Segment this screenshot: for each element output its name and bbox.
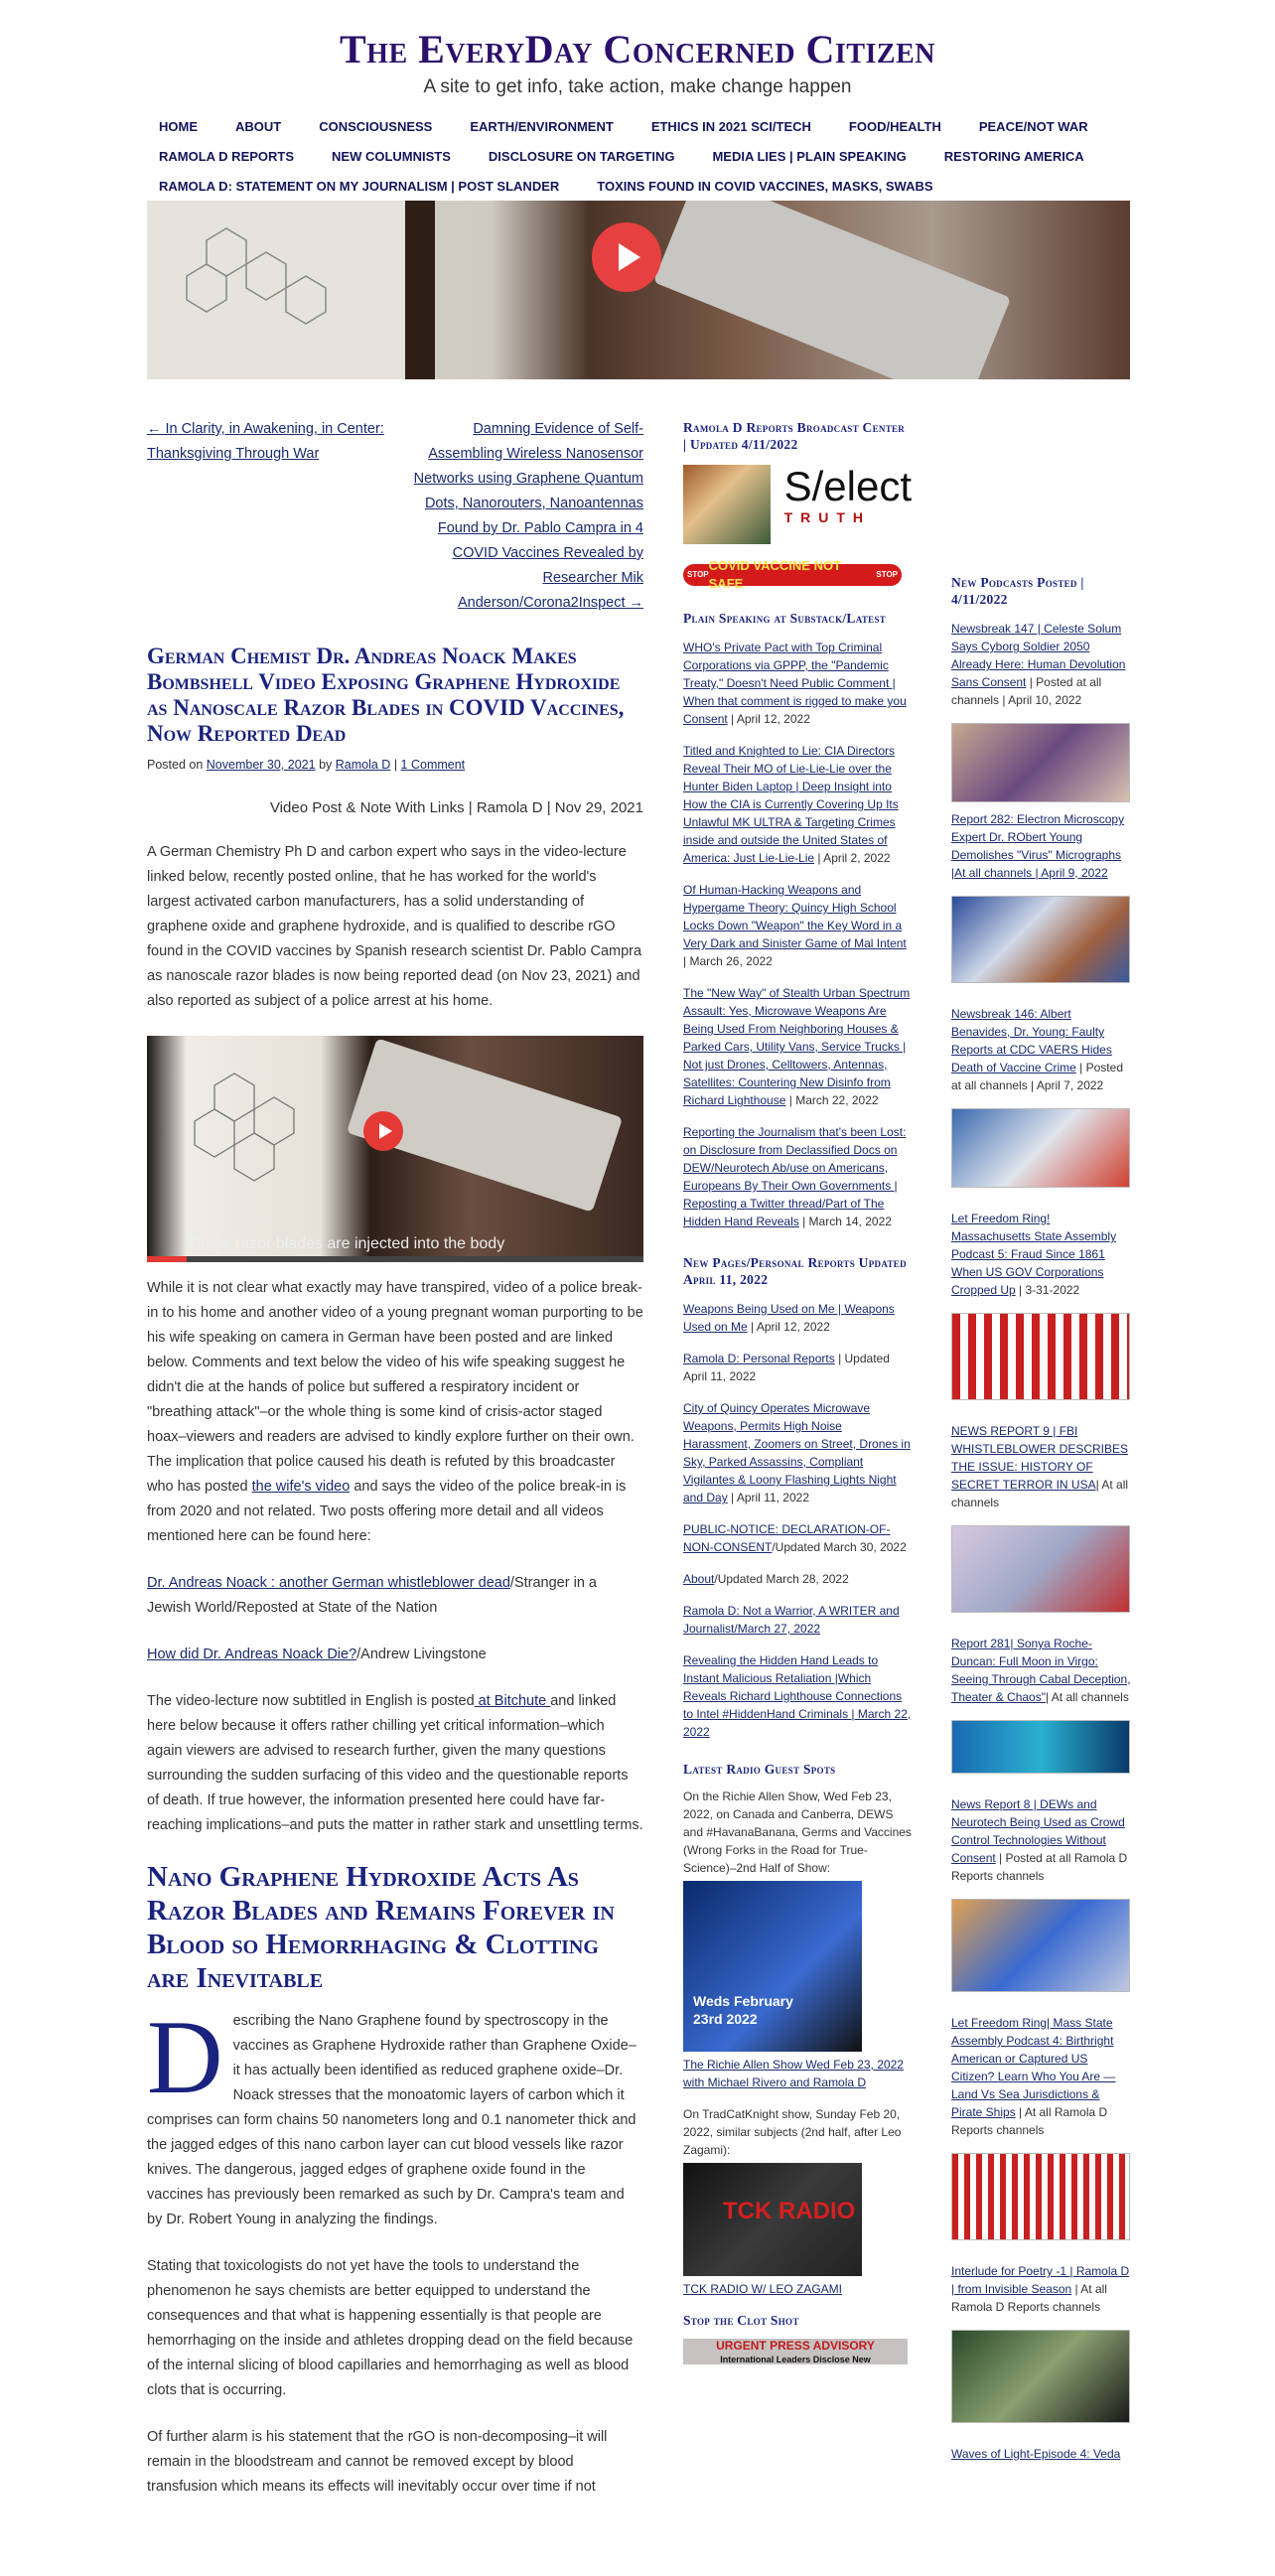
list-item [683, 1399, 912, 1506]
page-link[interactable]: Weapons Being Used on Me | Weapons Used on Me [683, 1302, 895, 1334]
richie-allen-show-link[interactable]: The Richie Allen Show Wed Feb 23, 2022 with Michael Rivero and Ramola D [683, 2058, 904, 2089]
podcasts-heading: New Podcasts Posted | 4/11/2022 [951, 575, 1084, 607]
press-advisory-title: URGENT PRESS ADVISORY [716, 2339, 875, 2353]
nav-item-ethics[interactable]: ETHICS IN 2021 SCI/TECH [650, 118, 811, 134]
list-item [683, 1300, 912, 1336]
header-video-banner[interactable] [147, 201, 1130, 379]
broadcast-center-thumbnail[interactable] [683, 465, 771, 544]
post-date: | April 12, 2022 [727, 712, 810, 726]
podcast-thumbnail[interactable] [951, 1525, 1130, 1613]
radio-description: On the Richie Allen Show, Wed Feb 23, 2022, on Canada and Canberra, DEWS and #HavanaBanana, Germs and Vaccines (Wrong Forks in the Road for True-Science)–2nd Half of Show: [683, 1789, 912, 1875]
radio-description: On TradCatKnight show, Sunday Feb 20, 2022, similar subjects (2nd half, after Leo Zagami): [683, 2107, 902, 2157]
podcast-link[interactable]: Newsbreak 146: Albert Benavides, Dr. Young: Faulty Reports at CDC VAERS Hides Death of Vaccine Crime [951, 1007, 1112, 1074]
page-date: /Updated March 28, 2022 [714, 1572, 849, 1586]
post-date: | April 2, 2022 [814, 851, 891, 865]
podcast-link[interactable]: Newsbreak 147 | Celeste Solum Says Cyborg Soldier 2050 Already Here: Human Devolution Sans Consent [951, 622, 1126, 689]
play-icon[interactable] [592, 222, 661, 292]
razor-blade-image [653, 201, 1011, 379]
page-link[interactable]: Ramola D: Not a Warrior, A WRITER and Journalist/March 27, 2022 [683, 1604, 900, 1636]
sidebar-right [951, 574, 1132, 2477]
video-subtitle: These razor blades are injected into the body [187, 1235, 505, 1252]
post-paragraph [147, 1689, 643, 1838]
thumbnail-date-text: Weds February 23rd 2022 [693, 1993, 793, 2027]
nav-row-1 [149, 111, 1132, 141]
site-title[interactable]: The EveryDay Concerned Citizen [340, 27, 935, 72]
molecule-sketch-icon [175, 1046, 344, 1254]
post-paragraph [147, 1999, 643, 2232]
podcast-thumbnail[interactable] [951, 2330, 1130, 2423]
page-link[interactable]: About [683, 1572, 715, 1586]
wife-video-link[interactable]: the wife's video [251, 1479, 351, 1495]
new-pages-heading: New Pages/Personal Reports Updated April 11, 2022 [683, 1255, 907, 1287]
link-source-text: /Stranger in a Jewish World/Reposted at State of the Nation [147, 1575, 597, 1616]
nav-item-about[interactable]: ABOUT [235, 118, 282, 134]
podcast-link[interactable]: Let Freedom Ring! Massachusetts State Assembly Podcast 5: Fraud Since 1861 When US GOV Corporations Cropped Up [951, 1212, 1117, 1297]
meta-by-label: by [319, 758, 333, 772]
site-tagline: A site to get info, take action, make change happen [423, 76, 852, 97]
podcast-link[interactable]: Report 281| Sonya Roche-Duncan: Full Moon in Virgo: Seeing Through Cabal Deception, Theater & Chaos" [951, 1637, 1131, 1704]
page-link[interactable]: PUBLIC-NOTICE: DECLARATION-OF-NON-CONSENT [683, 1522, 891, 1554]
podcast-link[interactable]: News Report 8 | DEWs and Neurotech Being Used as Crowd Control Technologies Without Consent [951, 1797, 1125, 1865]
post-title: German Chemist Dr. Andreas Noack Makes Bombshell Video Exposing Graphene Hydroxide as Nanoscale Razor Blades in COVID Vaccines, Now Reported Dead [147, 644, 625, 746]
nav-item-consciousness[interactable]: CONSCIOUSNESS [319, 118, 433, 134]
video-progress-bar[interactable] [147, 1256, 643, 1262]
select-logo-text: S/elect [783, 463, 912, 509]
comments-link[interactable]: 1 Comment [400, 758, 466, 772]
podcast-thumbnail[interactable] [951, 723, 1130, 802]
meta-posted-label: Posted on [147, 758, 204, 772]
nav-item-toxins[interactable]: TOXINS FOUND IN COVID VACCINES, MASKS, SWABS [597, 178, 933, 194]
page-date: | April 12, 2022 [747, 1320, 830, 1334]
next-post-link[interactable]: Damning Evidence of Self-Assembling Wireless Nanosensor Networks using Graphene Quantum Dots, Nanorouters, Nanoantennas Found by Dr. Pablo Campra in 4 COVID Vaccines Revealed by Researcher Mik Anderson/Corona2Inspect → [413, 421, 643, 611]
embedded-video[interactable] [147, 1036, 643, 1262]
frame-edge [405, 201, 435, 379]
how-did-noack-die-link[interactable]: How did Dr. Andreas Noack Die? [147, 1646, 357, 1662]
broadcast-logos [683, 465, 912, 544]
post-paragraph [147, 1571, 643, 1621]
podcast-thumbnail[interactable] [951, 1720, 1130, 1774]
nav-item-restoring[interactable]: RESTORING AMERICA [943, 148, 1084, 164]
list-item [683, 984, 912, 1109]
list-item [951, 2262, 1132, 2316]
post-paragraph: Stating that toxicologists do not yet have the tools to understand the phenomenon he says chemists are better equipped to understand the consequences and that what is happening essentially is that people are hemorrhaging on the inside and athletes dropping dead on the field because of the internal slicing of blood capillaries and hemorrhaging as well as blood clots that is occurring. [147, 2258, 634, 2398]
nav-item-media-lies[interactable]: MEDIA LIES | PLAIN SPEAKING [712, 148, 907, 164]
molecule-diagram-icon [147, 201, 405, 379]
paragraph-text: and says the video of the police break-in is from 2020 and not related. Two posts offering more detail and all videos mentioned here can be found here: [147, 1479, 627, 1544]
main-nav [149, 111, 1132, 201]
list-item [951, 2445, 1132, 2463]
list-item [951, 2014, 1132, 2139]
drop-cap: D [147, 1999, 223, 2115]
meta-separator: | [393, 758, 398, 772]
podcast-link[interactable]: NEWS REPORT 9 | FBI WHISTLEBLOWER DESCRIBES THE ISSUE: HISTORY OF SECRET TERROR IN USA [951, 1424, 1129, 1492]
nav-item-home[interactable]: HOME [159, 118, 198, 134]
nav-item-peace[interactable]: PEACE/NOT WAR [978, 118, 1088, 134]
podcast-meta: | At all Ramola D Reports channels [951, 2282, 1107, 2314]
nav-item-reports[interactable]: RAMOLA D REPORTS [159, 148, 295, 164]
podcast-link[interactable]: Waves of Light-Episode 4: Veda [951, 2447, 1121, 2461]
list-item [951, 1422, 1132, 1511]
page-link[interactable]: City of Quincy Operates Microwave Weapons, Permits High Noise Harassment, Zoomers on Street, Drones in Sky, Parked Assassins, Compliant Vigilantes & Loony Flashing Lights Night and Day [683, 1401, 911, 1504]
stop-sign-icon: STOP [687, 570, 709, 579]
press-advisory-banner[interactable] [683, 2339, 908, 2364]
list-item [683, 1350, 912, 1385]
post-paragraph [147, 1276, 643, 1549]
nav-row-3 [149, 171, 1132, 201]
podcast-meta: | At all channels [1045, 1690, 1129, 1704]
paragraph-text: and linked here below because it offers rather chilling yet critical information–which again viewers are advised to research further, given the many questions surrounding the sudden surfacing of this video and the questionable reports of death. If true however, the information presented here could have far-reaching implications–and puts the matter in rather stark and unsettling terms. [147, 1693, 643, 1833]
select-truth-logo[interactable] [784, 465, 912, 544]
list-item [683, 1520, 912, 1556]
post-paragraph [147, 1643, 643, 1667]
plain-speaking-heading: Plain Speaking at Substack/Latest [683, 611, 887, 626]
main-content [147, 417, 643, 2521]
noack-whistleblower-link[interactable]: Dr. Andreas Noack : another German whistleblower dead [147, 1575, 510, 1591]
podcast-meta: | Posted at all Ramola D Reports channels [951, 1851, 1128, 1883]
nav-row-2 [149, 141, 1132, 171]
substack-post-link[interactable]: Titled and Knighted to Lie: CIA Directors Reveal Their MO of Lie-Lie-Lie over the Hunter Biden Laptop | Deep Insight into How the CIA is Currently Covering Up Its Unlawful MK ULTRA & Targeting Crimes inside and outside the United States of America: Just Lie-Lie-Lie [683, 744, 899, 865]
list-item [683, 639, 912, 728]
stop-sign-icon: STOP [876, 570, 898, 579]
list-item [951, 1210, 1132, 1299]
paragraph-text: The video-lecture now subtitled in English is posted [147, 1693, 475, 1709]
nav-item-earth[interactable]: EARTH/ENVIRONMENT [470, 118, 614, 134]
prev-post-link[interactable]: ← In Clarity, in Awakening, in Center: Thanksgiving Through War [147, 421, 384, 462]
list-item [951, 620, 1132, 709]
truth-logo-text: TRUTH [783, 509, 872, 525]
podcast-meta: | 3-31-2022 [1015, 1283, 1080, 1297]
whiteboard-image [147, 201, 405, 379]
post-date: | March 22, 2022 [785, 1093, 879, 1107]
post-date-link[interactable]: November 30, 2021 [206, 758, 316, 772]
list-item [683, 1570, 912, 1588]
list-item [951, 810, 1132, 882]
list-item [683, 881, 912, 970]
list-item [683, 1651, 912, 1741]
list-item [951, 1635, 1132, 1706]
sidebar-left [683, 419, 912, 2364]
list-item [951, 1795, 1132, 1885]
substack-post-link[interactable]: The "New Way" of Stealth Urban Spectrum Assault: Yes, Microwave Weapons Are Being Used From Neighboring Houses & Parked Cars, Utility Vans, Service Trucks | Not just Drones, Celltowers, Antennas, Satellites: Countering New Disinfo from Richard Lighthouse [683, 986, 911, 1107]
broadcast-center-heading: Ramola D Reports Broadcast Center | Updated 4/11/2022 [683, 420, 906, 452]
post-navigation [147, 417, 643, 616]
substack-post-link[interactable]: Reporting the Journalism that's been Lost: on Disclosure from Declassified Docs on DEW/Neurotech Ab/use on Americans, Europeans By Their Own Governments | Reposting a Twitter thread/Part of The Hidden Hand Reveals [683, 1125, 907, 1228]
page-date: | April 11, 2022 [727, 1491, 809, 1504]
nav-item-disclosure[interactable]: DISCLOSURE ON TARGETING [488, 148, 675, 164]
podcast-meta: | At all Ramola D Reports channels [951, 2105, 1108, 2137]
post-date: | March 26, 2022 [683, 954, 773, 968]
podcast-link[interactable]: Interlude for Poetry -1 | Ramola D | from Invisible Season [951, 2264, 1130, 2296]
post-paragraph: Of further alarm is his statement that the rGO is non-decomposing–it will remain in the bloodstream and cannot be removed except by blood transfusion which means its effects will inevitably occur over time if not [147, 2429, 608, 2495]
section-heading: Nano Graphene Hydroxide Acts As Razor Blades and Remains Forever in Blood so Hemorrhaging & Clotting are Inevitable [147, 1861, 615, 1994]
podcast-link[interactable]: Report 282: Electron Microscopy Expert Dr. RObert Young Demolishes "Virus" Micrographs |At all channels | April 9, 2022 [951, 812, 1125, 880]
tck-radio-thumbnail[interactable] [683, 2163, 862, 2276]
podcast-meta: | Posted at all channels | April 7, 2022 [951, 1061, 1123, 1092]
post-meta [147, 753, 643, 778]
nav-item-food[interactable]: FOOD/HEALTH [848, 118, 941, 134]
nav-item-columnists[interactable]: NEW COLUMNISTS [332, 148, 451, 164]
video-play-icon[interactable] [363, 1111, 403, 1151]
page-date: /Updated March 30, 2022 [772, 1540, 907, 1554]
podcast-meta: | Posted at all channels | April 10, 2022 [951, 675, 1102, 707]
post-paragraph: A German Chemistry Ph D and carbon expert who says in the video-lecture linked below, recently posted online, that he has worked for the world's largest activated carbon manufacturers, has a solid understanding of graphene oxide and graphene hydroxide, and is qualified to describe rGO found in the COVID vaccines by Spanish research scientist Dr. Pablo Campra as nanoscale razor blades is now being reported dead (on Nov 23, 2021) and also reported as subject of a police arrest at his home. [147, 844, 642, 1009]
podcast-thumbnail[interactable] [951, 1899, 1130, 1992]
page-link[interactable]: Revealing the Hidden Hand Leads to Instant Malicious Retaliation |Which Reveals Richard Lighthouse Connections to Intel #HiddenHand Criminals | March 22, 2022 [683, 1653, 912, 1739]
podcast-link[interactable]: Let Freedom Ring| Mass State Assembly Podcast 4: Birthright American or Captured US Citizen? Learn Who You Are — Land Vs Sea Jurisdictions & Pirate Ships [951, 2016, 1116, 2119]
post-byline: Video Post & Note With Links | Ramola D | Nov 29, 2021 [269, 799, 643, 816]
banner-text: COVID VACCINE NOT SAFE [708, 558, 842, 591]
podcast-thumbnail[interactable] [951, 1108, 1130, 1188]
nav-item-statement[interactable]: RAMOLA D: STATEMENT ON MY JOURNALISM | POST SLANDER [159, 178, 560, 194]
tck-radio-link[interactable]: TCK RADIO W/ LEO ZAGAMI [683, 2282, 843, 2296]
paragraph-text: escribing the Nano Graphene found by spectroscopy in the vaccines as Graphene Hydroxide rather than Graphene Oxide–it has actually been identified as reduced graphene oxide–Dr. Noack stresses that the monoatomic layers of carbon which it comprises can form chains 50 nanometers long and 0.1 nanometer thick and the jagged edges of this nano carbon layer can cut blood vessels like razor knives. The dangerous, jagged edges of graphene oxide found in the vaccines has previously been remarked as such by Dr. Campra's team and by Dr. Robert Young in analyzing the findings. [147, 2013, 637, 2227]
bitchute-link[interactable]: at Bitchute [474, 1693, 551, 1709]
list-item [683, 742, 912, 867]
list-item [683, 1602, 912, 1638]
author-link[interactable]: Ramola D [335, 758, 391, 772]
link-source-text: /Andrew Livingstone [356, 1646, 487, 1662]
paragraph-text: While it is not clear what exactly may have transpired, video of a police break-in to his home and another video of a young pregnant woman purporting to be his wife speaking on camera in German have been posted and are linked below. Comments and text below the video of his wife speaking suggest he didn't die at the hands of police but suffered a respiratory incident or "breathing attack"–or the whole thing is some kind of crisis-actor staged hoax–viewers and readers are advised to kindly explore further on their own. The implication that police caused his death is refuted by this broadcaster who has posted [147, 1280, 643, 1495]
list-item [951, 1005, 1132, 1094]
substack-post-link[interactable]: WHO's Private Pact with Top Criminal Corporations via GPPP, the "Pandemic Treaty," Doesn't Need Public Comment | When that comment is rigged to make you Consent [683, 641, 907, 726]
podcast-thumbnail[interactable] [951, 1313, 1130, 1400]
vaccine-not-safe-banner[interactable] [683, 558, 902, 591]
richie-allen-thumbnail[interactable] [683, 1881, 862, 2052]
press-advisory-sub: International Leaders Disclose New [720, 2355, 871, 2364]
podcast-thumbnail[interactable] [951, 2153, 1130, 2240]
podcast-meta: | At all channels [951, 1478, 1129, 1509]
list-item [683, 1123, 912, 1230]
podcast-thumbnail[interactable] [951, 896, 1130, 983]
stop-clot-shot-heading: Stop the Clot Shot [683, 2313, 799, 2328]
page-date: | Updated April 11, 2022 [683, 1352, 890, 1383]
tck-logo-text: TCK RADIO [723, 2198, 856, 2224]
substack-post-link[interactable]: Of Human-Hacking Weapons and Hypergame Theory: Quincy High School Locks Down "Weapon" the Key Word in a Very Dark and Sinister Game of Mal Intent [683, 883, 907, 950]
radio-guest-heading: Latest Radio Guest Spots [683, 1762, 836, 1777]
page-link[interactable]: Ramola D: Personal Reports [683, 1352, 835, 1365]
post-date: | March 14, 2022 [798, 1215, 892, 1228]
